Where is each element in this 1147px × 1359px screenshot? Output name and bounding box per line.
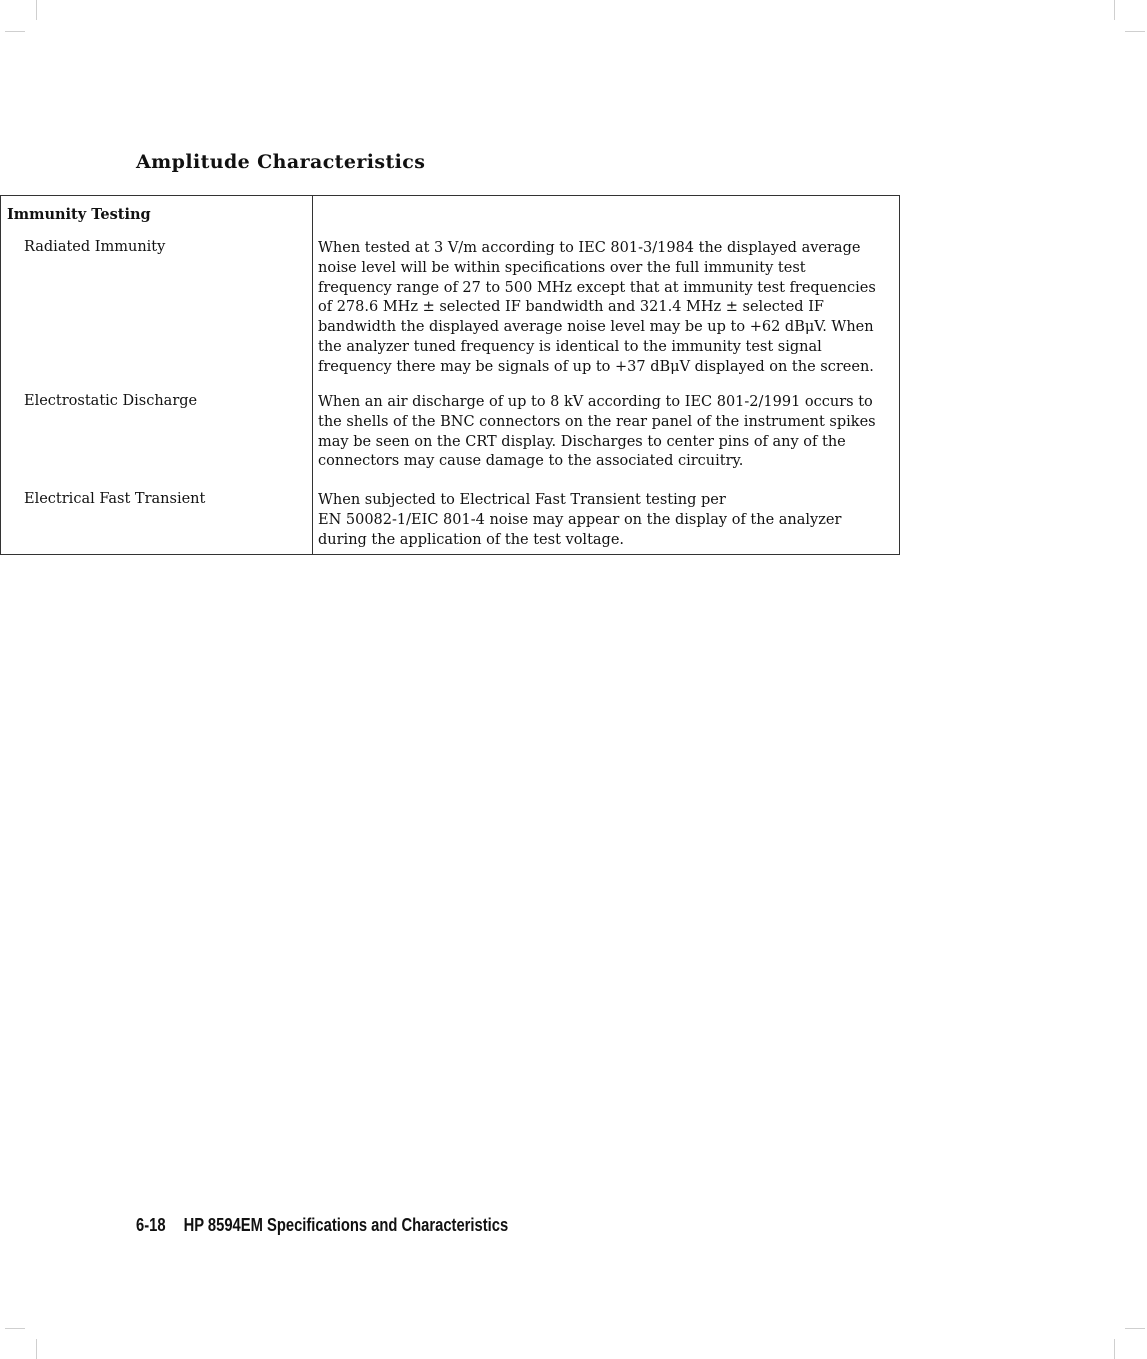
page-number: 6-18 xyxy=(136,1215,166,1235)
description-line: When subjected to Electrical Fast Transient testing per xyxy=(318,492,726,508)
description-line: When an air discharge of up to 8 kV according to IEC 801-2/1991 occurs to xyxy=(318,394,873,410)
crop-mark-bottom-left-horizontal xyxy=(5,1328,25,1329)
parameter-electrostatic-discharge: Electrostatic Discharge xyxy=(24,393,198,409)
group-heading: Immunity Testing xyxy=(7,206,151,223)
description-line: connectors may cause damage to the associated circuitry. xyxy=(318,453,744,470)
page-footer xyxy=(136,1215,508,1236)
description-line: frequency range of 27 to 500 MHz except that at immunity test frequencies xyxy=(318,279,876,296)
description-line: during the application of the test voltage. xyxy=(318,531,625,548)
description-line: of 278.6 MHz ± selected IF bandwidth and 321.4 MHz ± selected IF xyxy=(318,299,824,316)
description-electrostatic-discharge xyxy=(318,393,902,472)
crop-mark-top-right-vertical xyxy=(1114,0,1115,20)
description-line: frequency there may be signals of up to +37 dBμV displayed on the screen. xyxy=(318,358,874,375)
crop-mark-top-right-horizontal xyxy=(1125,31,1145,32)
description-line: the analyzer tuned frequency is identical to the immunity test signal xyxy=(318,338,822,355)
description-line: EN 50082-1/EIC 801-4 noise may appear on the display of the analyzer xyxy=(318,511,842,528)
document-title: HP 8594EM Specifications and Characteristics xyxy=(183,1215,509,1235)
description-line: the shells of the BNC connectors on the rear panel of the instrument spikes xyxy=(318,413,876,430)
description-radiated-immunity xyxy=(318,239,902,378)
crop-mark-bottom-left-vertical xyxy=(36,1339,37,1359)
section-title: Amplitude Characteristics xyxy=(136,151,426,173)
crop-mark-bottom-right-horizontal xyxy=(1125,1328,1145,1329)
crop-mark-top-left-horizontal xyxy=(5,31,25,32)
parameter-electrical-fast-transient: Electrical Fast Transient xyxy=(24,491,206,507)
description-line: When tested at 3 V/m according to IEC 801-3/1984 the displayed average xyxy=(318,240,861,256)
description-line: bandwidth the displayed average noise level may be up to +62 dBμV. When xyxy=(318,319,874,336)
crop-mark-bottom-right-vertical xyxy=(1114,1339,1115,1359)
description-line: may be seen on the CRT display. Discharges to center pins of any of the xyxy=(318,433,846,450)
column-divider xyxy=(312,196,313,554)
parameter-radiated-immunity: Radiated Immunity xyxy=(24,239,166,255)
specifications-table xyxy=(0,195,900,555)
description-electrical-fast-transient xyxy=(318,491,902,550)
crop-mark-top-left-vertical xyxy=(36,0,37,20)
description-line: noise level will be within specifications over the full immunity test xyxy=(318,259,806,276)
